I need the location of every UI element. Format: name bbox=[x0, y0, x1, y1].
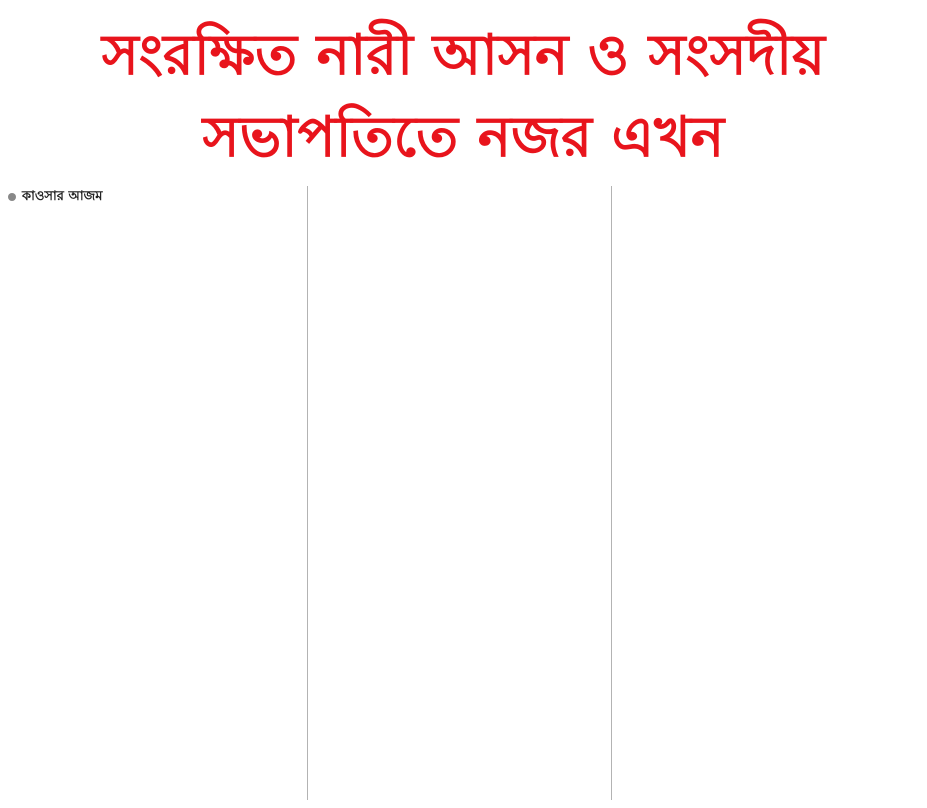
author-name: কাওসার আজম bbox=[22, 189, 103, 204]
byline bbox=[8, 187, 304, 208]
column-divider bbox=[611, 186, 612, 800]
headline-line-2: সভাপতিতে নজর এখন bbox=[202, 105, 725, 170]
article-column-2 bbox=[312, 183, 608, 803]
article-headline bbox=[0, 0, 927, 176]
article-column-1 bbox=[8, 183, 304, 803]
headline-line-1: সংরক্ষিত নারী আসন ও সংসদীয় bbox=[101, 23, 826, 88]
bullet-icon bbox=[8, 193, 16, 201]
article-column-3 bbox=[616, 183, 919, 803]
column-divider bbox=[307, 186, 308, 800]
